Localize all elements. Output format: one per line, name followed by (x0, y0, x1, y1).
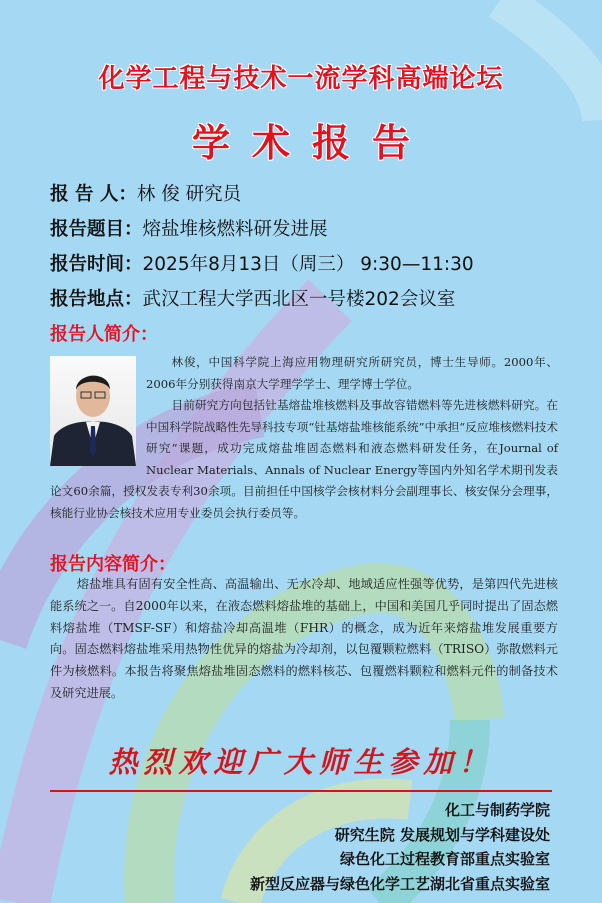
poster-subtitle: 学术报告 (191, 121, 432, 165)
organizer: 绿色化工过程教育部重点实验室 (339, 850, 550, 868)
divider-line (50, 790, 552, 792)
info-label: 报 告 人： (50, 184, 137, 205)
info-value: 武汉工程大学西北区一号楼202会议室 (142, 289, 456, 310)
info-value: 熔盐堆核燃料研发进展 (142, 219, 328, 240)
info-value: 林 俊 研究员 (136, 184, 242, 205)
info-label: 报告时间： (50, 254, 143, 275)
speaker-photo (50, 356, 136, 466)
report-intro-heading: 报告内容简介： (50, 554, 176, 575)
info-label: 报告题目： (50, 219, 143, 240)
welcome-banner: 热烈欢迎广大师生参加！ (108, 745, 494, 779)
info-location (50, 285, 455, 311)
organizer: 化工与制药学院 (444, 801, 550, 819)
info-label: 报告地点： (50, 289, 143, 310)
organizer: 研究生院 发展规划与学科建设处 (334, 825, 550, 844)
info-topic (50, 215, 328, 241)
forum-title: 化学工程与技术一流学科高端论坛 (98, 64, 504, 94)
speaker-bio (50, 352, 558, 524)
info-speaker (50, 180, 241, 206)
info-value: 2025年8月13日（周三） 9:30—11:30 (142, 254, 474, 275)
bio-paragraph: 林俊，中国科学院上海应用物理研究所研究员，博士生导师。2000年、2006年分别获得南京大学理学学士、理学博士学位。 (146, 355, 558, 391)
organizer: 新型反应器与绿色化学工艺湖北省重点实验室 (249, 874, 550, 893)
bio-paragraph: 目前研究方向包括钍基熔盐堆核燃料及事故容错燃料等先进核燃料研究。在中国科学院战略性先导科技专项“钍基熔盐堆核能系统”中承担“反应堆核燃料技术研究”课题，成功完成熔盐堆固态燃料和液态燃料研发任务，在Journal of Nuclear Materials、Annals of Nuclear Energy等国内外知名学术期刊发表论文60余篇，授权发表专利30余项。目前担任中国核学会核材料分会副理事长、核安保分会理事，核能行业协会核技术应用专业委员会执行委员等。 (50, 398, 558, 520)
info-time (50, 250, 474, 276)
speaker-intro-heading: 报告人简介： (50, 324, 158, 345)
organizers (250, 798, 550, 896)
report-abstract: 熔盐堆具有固有安全性高、高温输出、无水冷却、地域适应性强等优势，是第四代先进核能系统之一。自2000年以来，在液态燃料熔盐堆的基础上，中国和美国几乎同时提出了固态燃料熔盐堆（TMSF-SF）和熔盐冷却高温堆（FHR）的概念，成为近年来熔盐堆发展重要方向。固态燃料熔盐堆采用热物性优异的熔盐为冷却剂，以包覆颗粒燃料（TRISO）弥散燃料元件为核燃料。本报告将聚焦熔盐堆固态燃料的燃料核芯、包覆燃料颗粒和燃料元件的制备技术及研究进展。 (50, 577, 558, 700)
